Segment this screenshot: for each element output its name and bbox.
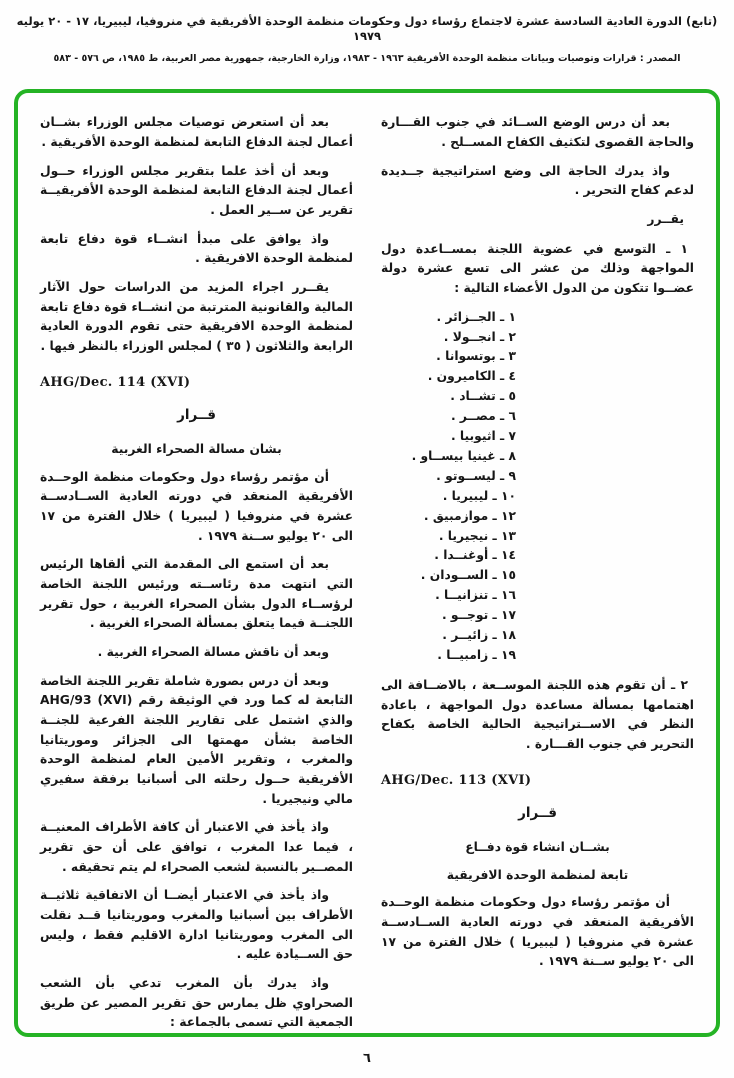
member-state-item: ٤ ـ الكاميرون . [427,369,516,384]
para-agrees-defense-force: واذ يوافق على مبدأ انشــاء قوة دفاع تابعة لمنظمة الوحدة الافريقية . [40,231,353,266]
para-discussed-western-sahara: وبعد أن ناقش مسالة الصحراء الغربية . [97,645,329,660]
member-state-item: ١٤ ـ أوغنــدا . [434,548,516,563]
document-header [8,14,726,65]
member-state-item: ١٨ ـ زائيــر . [442,628,516,643]
member-state-item: ٢ ـ انجــولا . [443,329,516,344]
doc-ref-ahg-dec-113: AHG/Dec. 113 (XVI) [381,772,532,788]
resolution-113-subject-line1: بشــان انشاء قوة دفــاع [465,839,610,854]
member-state-item: ١٧ ـ توجــو . [441,608,516,623]
para-noted-council-report: وبعد أن أخذ علما بتقرير مجلس الوزراء حــول أعمال لجنة الدفاع التابعة لمنظمة الوحدة الأفريقيــة تقرير عن ســير العمل . [40,163,353,217]
doc-ref-ahg-dec-114: AHG/Dec. 114 (XVI) [40,374,191,390]
para-reviewed-defense-recommendations: بعد أن استعرض توصيات مجلس الوزراء بشــان أعمال لجنة الدفاع التابعة لمنظمة الوحدة الأفريقية . [40,115,353,149]
member-state-item: ٦ ـ مصــر . [450,409,516,424]
member-state-item: ٧ ـ اثيوبيا . [450,429,516,444]
member-state-item: ١٩ ـ زامبيــا . [437,648,516,662]
para-decides-further-studies: يقــرر اجراء المزيد من الدراسات حول الآثار المالية والقانونية المترتبة من انشــاء قوة دفاع تابعة لمنظمة الوحدة الافريقية حتى تقوم الدورة العادية الرابعة والثلاثون ( ٣٥ ) لمجلس الوزراء بالنظر فيها . [40,279,353,353]
decision-item-1: ١ ـ التوسع في عضوية اللجنة بمســاعدة دول المواجهة وذلك من عشر الى تسع عشرة دولة عضــوا تتكون من الدول الأعضاء التالية : [381,241,694,295]
para-southern-africa-situation: بعد أن درس الوضع الســائد في جنوب القـــارة والحاجة القصوى لتكثيف الكفاح المســلح . [381,115,694,149]
para-studied-committee-report: وبعد أن درس بصورة شاملة تقرير اللجنة الخاصة التابعة له كما ورد في الوثيقة رقم ‎AHG/93 (XVI)‎ والذي اشتمل على تقارير اللجنة الفرعية للجنــة الخاصة بشأن مهمتها الى الجزائر وموريتانيا والمغرب ، وتقرير الأمين العام لمنظمة الوحدة الأفريقية حــول رحلته الى أسبانيا برفقة سفيري مالي ونيجيريا . [40,673,353,806]
para-aware-morocco-claim: واذ يدرك بأن المغرب تدعي بأن الشعب الصحراوي ظل يمارس حق تقرير المصير عن طريق الجمعية التي تسمى بالجماعة : [40,976,353,1030]
member-state-item: ١٢ ـ موازمبيق . [423,508,516,523]
para-new-strategy: واذ يدرك الحاجة الى وضع استراتيجية جــديدة لدعم كفاح التحرير . [381,163,694,198]
member-state-item: ١ ـ الجــزائر . [436,309,516,324]
member-state-item: ١٥ ـ الســودان . [420,568,516,583]
para-listened-introduction: بعد أن استمع الى المقدمة التي ألقاها الرئيس التي انتهت مدة رئاســته ورئيس اللجنة الخاصة لرؤســاء الدول بشأن الصحراء الغربية ، حول تقرير اللجنــة فيما يتعلق بمسألة الصحراء الغربية . [40,557,353,631]
resolution-114-title: قــرار [177,407,216,424]
member-states-list [381,308,694,666]
resolution-113-title: قــرار [518,805,557,822]
resolution-114-subject: بشان مسالة الصحراء الغربية [111,442,282,456]
source-citation: المصدر : قرارات وتوصيات وبيانات منظمة الوحدة الأفريقية ١٩٦٣ - ١٩٨٣، وزارة الخارجية، جمهورية مصر العربية، ط ١٩٨٥، ص ٥٧٦ - ٥٨٣ [53,52,681,64]
resolution-113-subject-line2: تابعة لمنظمة الوحدة الافريقية [446,867,629,882]
left-column [40,113,353,1030]
session-title: (تابع) الدورة العادية السادسة عشرة لاجتماع رؤساء دول وحكومات منظمة الوحدة الأفريقية في منروفيا، ليبيريا، ١٧ - ٢٠ يوليه ١٩٧٩ [16,14,718,43]
decision-item-2: ٢ ـ أن تقوم هذه اللجنة الموســعة ، بالاضــافة الى اهتمامها بمسألة مساعدة دول المواجهة ، باعادة النظر في الاســتراتيجية الحالية الخاصة بكفاح التحرير في جنوب القـــارة . [381,677,694,751]
para-conference-preamble-113: أن مؤتمر رؤساء دول وحكومات منظمة الوحــدة الأفريقية المنعقد في دورته العادية الســادســة عشرة في منروفيا ( ليبيريا ) خلال الفترة من ١٧ الى ٢٠ يوليو ســنة ١٩٧٩ . [381,895,694,969]
member-state-item: ٩ ـ ليســوتو . [436,468,516,483]
member-state-item: ١٦ ـ تنزانيــا . [435,588,516,603]
page-number: ٦ [363,1051,371,1067]
content-frame [14,89,720,1037]
member-state-item: ٨ ـ غينيا بيســاو . [411,448,516,463]
member-state-item: ٣ ـ بوتسوانا . [436,349,516,364]
member-state-item: ١٣ ـ نيجيريا . [438,528,516,543]
member-state-item: ١٠ ـ ليبيريا . [442,488,516,503]
para-considering-self-determination: واذ يأخذ في الاعتبار أن كافة الأطراف المعنيــة ، فيما عدا المغرب ، توافق على أن حق تقرير المصــير بالنسبة لشعب الصحراء لم يتم تحقيقه . [40,820,353,874]
decides-heading: يقــرر [647,211,684,226]
two-column-layout [40,113,694,1030]
member-state-item: ٥ ـ تشــاد . [450,389,516,404]
para-considering-tripartite-agreement: واذ يأخذ في الاعتبار أيضــا أن الاتفاقية ثلاثيــة الأطراف بين أسبانيا والمغرب وموريتانيا قــد نقلت الى المغرب وموريتانيا ادارة الاقليم فقط ، وليس حق الســيادة عليه . [40,888,353,962]
right-column [381,113,694,1013]
para-conference-preamble-114: أن مؤتمر رؤساء دول وحكومات منظمة الوحــدة الأفريقية المنعقد في دورته العادية الســادســة عشرة في منروفيا ( ليبيريا ) خلال الفترة من ١٧ الى ٢٠ يوليو ســنة ١٩٧٩ . [40,469,353,543]
